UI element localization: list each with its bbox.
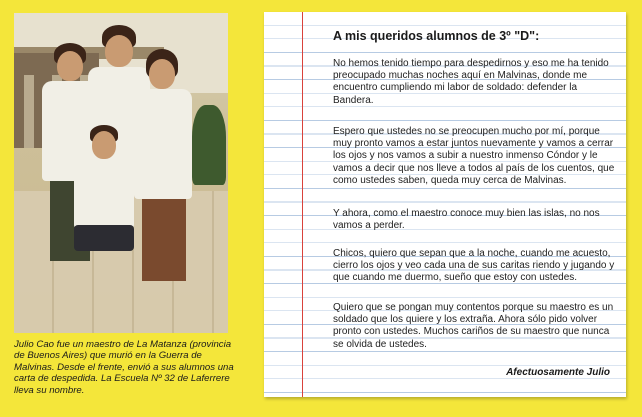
photo-column	[24, 75, 34, 148]
child-figure	[132, 49, 192, 289]
letter-paragraph: Chicos, quiero que sepan que a la noche, cuando me acuesto, cierro los ojos y veo cada una de sus caritas riendo y jugando y que cuando me duermo, sueño que estoy con ustedes.	[333, 248, 615, 284]
letter-paragraph: Quiero que se pongan muy contentos porque su maestro es un soldado que los quiere y los extraña. Ahora sólo pido volver pronto con ustedes. Muchos cariños de su maestro que nunca se olvida de ustedes.	[333, 302, 614, 350]
child-figure	[70, 125, 138, 275]
letter-paragraph: Espero que ustedes no se preocupen mucho por mí, porque muy pronto vamos a estar juntos nuevamente y vamos a cerrar los ojos y nos vamos a subir a nuestro inmenso Cóndor y le vamos a decir que nos lleve a todos al país de los cuentos, que como ustedes saben, queda muy cerca de Malvinas.	[333, 126, 615, 186]
red-margin-line	[302, 12, 303, 397]
letter-signoff: Afectuosamente Julio	[506, 367, 610, 378]
photo-caption: Julio Cao fue un maestro de La Matanza (provincia de Buenos Aires) que murió en la Guerra de Malvinas. Desde el frente, envió a sus alumnos una carta de despedida. La Escuela Nº 32 de Laferrere lleva su nombre.	[14, 339, 234, 396]
letter-paragraph: No hemos tenido tiempo para despedirnos y eso me ha tenido preocupado muchas noches aquí en Malvinas, donde me encuentro cumpliendo mi labor de soldado: defender la Bandera.	[333, 58, 609, 106]
photo-tree	[192, 105, 226, 185]
letter-title: A mis queridos alumnos de 3º "D":	[333, 29, 540, 43]
letter-page	[264, 12, 626, 397]
letter-paragraph: Y ahora, como el maestro conoce muy bien las islas, no nos vamos a perder.	[333, 208, 600, 232]
students-photo	[14, 13, 228, 333]
